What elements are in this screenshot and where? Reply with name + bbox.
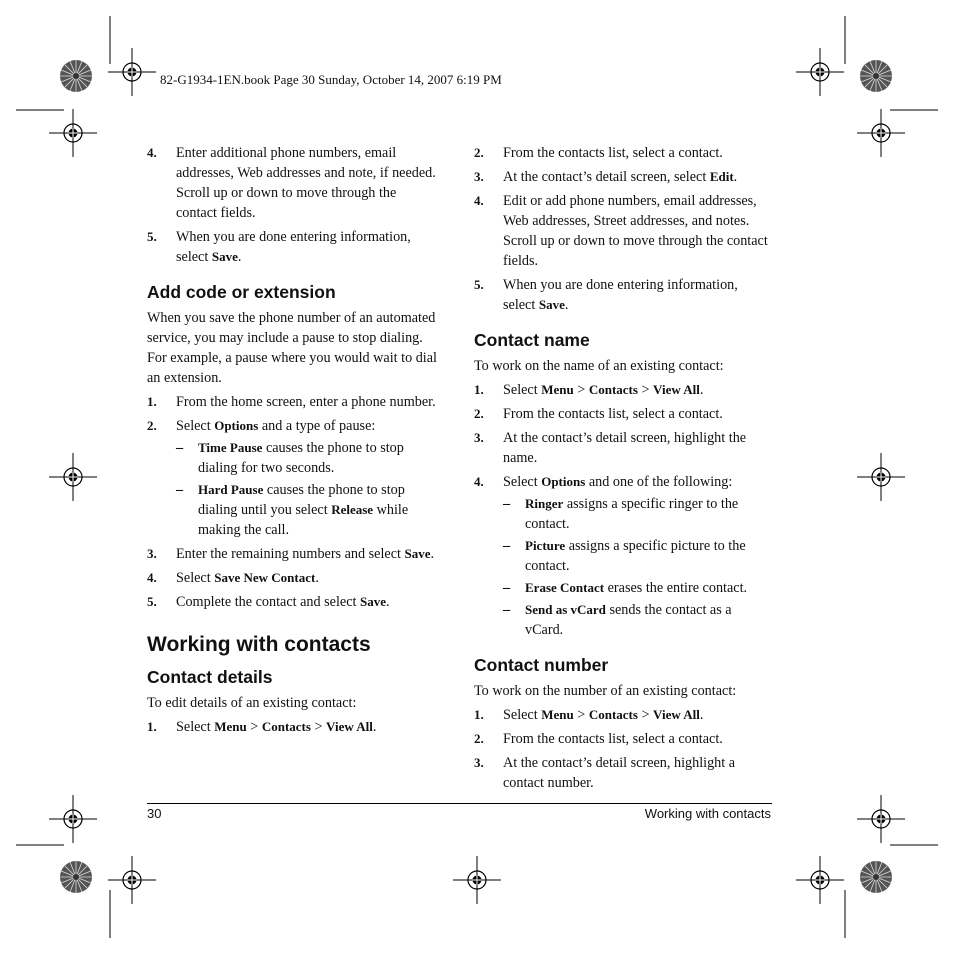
star-target-icon [60,60,92,92]
list-item: 5. When you are done entering information, select Save. [147,229,411,265]
list-item: 2. From the contacts list, select a contact. [474,145,723,161]
star-target-icon [860,861,892,893]
list-item: 1. From the home screen, enter a phone number. [147,394,436,410]
paragraph: When you save the phone number of an automated service, you may include a pause to stop dialing. For example, a pause where you would wait to dial an extension. [147,310,437,386]
sub-list-item: – Ringer assigns a specific ringer to the contact. [503,496,739,532]
registration-mark-icon [857,109,905,157]
registration-mark-icon [108,856,156,904]
sub-list-item: – Time Pause causes the phone to stop dialing for two seconds. [176,440,404,476]
star-target-icon [860,60,892,92]
list-item: 4. Edit or add phone numbers, email addresses, Web addresses, Street addresses, and notes. Scroll up or down to move through the contact fields. [474,193,768,269]
registration-mark-icon [857,453,905,501]
list-item: 4. Enter additional phone numbers, email addresses, Web addresses and note, if needed. Scroll up or down to move through the contact fields. [147,145,436,221]
list-item: 2. Select Options and a type of pause: [147,418,376,434]
page-number: 30 [147,806,162,821]
paragraph: To work on the number of an existing contact: [474,683,737,699]
heading-contact-details: Contact details [147,667,273,687]
list-item: 4. Select Save New Contact. [147,570,319,586]
crop-marks [16,16,938,938]
list-item: 3. At the contact’s detail screen, select Edit. [474,169,738,185]
registration-mark-icon [796,856,844,904]
paragraph: To edit details of an existing contact: [147,695,357,711]
print-slug: 82-G1934-1EN.book Page 30 Sunday, October 14, 2007 6:19 PM [160,72,502,87]
running-title: Working with contacts [644,806,771,821]
list-item: 2. From the contacts list, select a contact. [474,406,723,422]
section-title: Working with contacts [147,633,371,656]
list-item: 1. Select Menu > Contacts > View All. [474,382,704,398]
list-item: 5. Complete the contact and select Save. [147,594,390,610]
star-target-icon [60,861,92,893]
list-item: 2. From the contacts list, select a contact. [474,731,723,747]
sub-list-item: – Picture assigns a specific picture to the contact. [503,538,746,574]
registration-mark-icon [857,795,905,843]
sub-list-item: – Hard Pause causes the phone to stop dialing until you select Release while making the call. [176,482,409,538]
registration-mark-icon [49,109,97,157]
paragraph: To work on the name of an existing contact: [474,358,724,374]
list-item: 3. At the contact’s detail screen, highlight the name. [474,430,747,466]
list-item: 5. When you are done entering information, select Save. [474,277,738,313]
registration-mark-icon [49,795,97,843]
list-item: 3. Enter the remaining numbers and select Save. [147,546,435,562]
list-item: 1. Select Menu > Contacts > View All. [147,719,377,735]
sub-list-item: – Erase Contact erases the entire contact. [503,580,748,596]
list-item: 3. At the contact’s detail screen, highlight a contact number. [474,755,736,791]
list-item: 4. Select Options and one of the following: [474,474,733,490]
registration-mark-icon [453,856,501,904]
registration-mark-icon [49,453,97,501]
registration-mark-icon [108,48,156,96]
heading-contact-number: Contact number [474,655,609,675]
heading-contact-name: Contact name [474,330,590,350]
sub-list-item: – Send as vCard sends the contact as a vCard. [503,602,732,638]
heading-add-code: Add code or extension [147,282,336,302]
list-item: 1. Select Menu > Contacts > View All. [474,707,704,723]
registration-mark-icon [796,48,844,96]
